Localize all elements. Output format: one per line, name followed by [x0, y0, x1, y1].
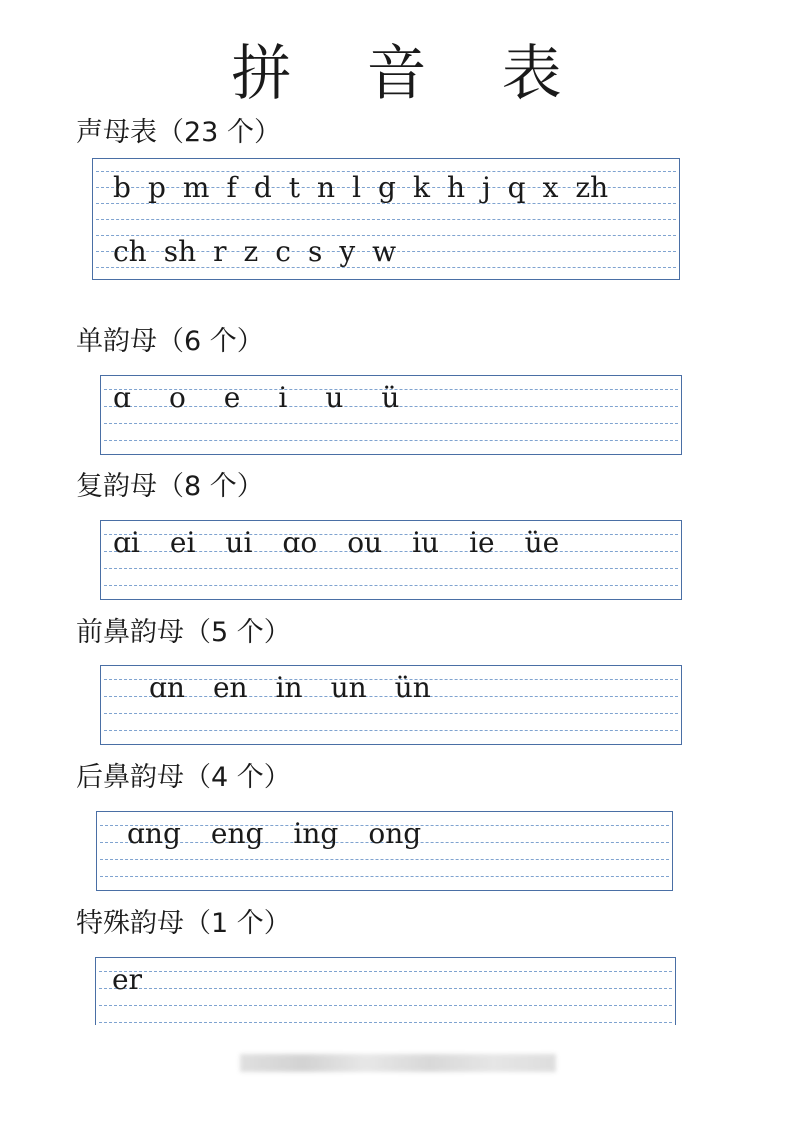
pinyin-item: q [507, 171, 526, 204]
pinyin-item: j [481, 171, 491, 204]
pinyin-item: ui [225, 526, 253, 559]
pinyin-item: en [212, 671, 248, 704]
pinyin-item: c [275, 235, 291, 268]
pinyin-item: k [412, 171, 430, 204]
compound-finals-row [113, 526, 681, 560]
front-nasal-finals-row [149, 671, 681, 705]
section-heading-special-finals: 特殊韵母（1 个） [76, 908, 291, 939]
pinyin-item: y [339, 235, 356, 268]
initials-row-1 [113, 171, 679, 205]
section-heading-simple-finals: 单韵母（6 个） [76, 326, 264, 357]
pinyin-item: ɑ [113, 381, 131, 414]
back-nasal-finals-box [96, 811, 673, 891]
pinyin-item: ü [381, 381, 400, 414]
page-title: 拼 音 表 [231, 39, 590, 109]
pinyin-item: ɑo [282, 526, 318, 559]
compound-finals-box [100, 520, 682, 600]
pinyin-item: eng [210, 817, 264, 850]
section-heading-front-nasal-finals: 前鼻韵母（5 个） [76, 617, 291, 648]
pinyin-item: l [352, 171, 362, 204]
pinyin-item: u [325, 381, 344, 414]
pinyin-item: n [317, 171, 336, 204]
pinyin-item: o [168, 381, 186, 414]
pinyin-item: üe [524, 526, 560, 559]
blurred-watermark [240, 1054, 556, 1072]
section-heading-initials: 声母表（23 个） [76, 117, 281, 148]
pinyin-item: ɑng [127, 817, 181, 850]
pinyin-item: g [378, 171, 396, 204]
simple-finals-box [100, 375, 682, 455]
pinyin-item: ün [394, 671, 431, 704]
pinyin-item: er [112, 963, 142, 996]
pinyin-item: s [307, 235, 323, 268]
pinyin-item: z [243, 235, 259, 268]
pinyin-item: x [542, 171, 559, 204]
pinyin-item: b [113, 171, 131, 204]
pinyin-item: ing [293, 817, 339, 850]
pinyin-item: ie [469, 526, 495, 559]
section-heading-back-nasal-finals: 后鼻韵母（4 个） [76, 762, 291, 793]
pinyin-item: h [446, 171, 465, 204]
back-nasal-finals-row [127, 817, 672, 851]
pinyin-item: i [278, 381, 288, 414]
simple-finals-row [113, 381, 681, 415]
pinyin-item: w [372, 235, 397, 268]
pinyin-item: t [288, 171, 301, 204]
pinyin-item: f [226, 171, 237, 204]
pinyin-item: ch [113, 235, 147, 268]
pinyin-item: r [213, 235, 227, 268]
pinyin-item: un [330, 671, 367, 704]
pinyin-item: m [182, 171, 210, 204]
pinyin-item: zh [575, 171, 609, 204]
special-finals-row [112, 963, 675, 997]
pinyin-item: p [147, 171, 166, 204]
initials-row-2 [113, 235, 679, 269]
front-nasal-finals-box [100, 665, 682, 745]
special-finals-box [95, 957, 676, 1025]
pinyin-item: ou [347, 526, 383, 559]
pinyin-item: ong [368, 817, 422, 850]
initials-box [92, 158, 680, 280]
pinyin-item: iu [412, 526, 440, 559]
section-heading-compound-finals: 复韵母（8 个） [76, 471, 264, 502]
pinyin-item: ɑi [113, 526, 140, 559]
pinyin-item: ei [169, 526, 196, 559]
pinyin-item: sh [163, 235, 197, 268]
pinyin-item: d [253, 171, 272, 204]
pinyin-item: in [275, 671, 303, 704]
pinyin-item: ɑn [149, 671, 185, 704]
pinyin-item: e [223, 381, 241, 414]
